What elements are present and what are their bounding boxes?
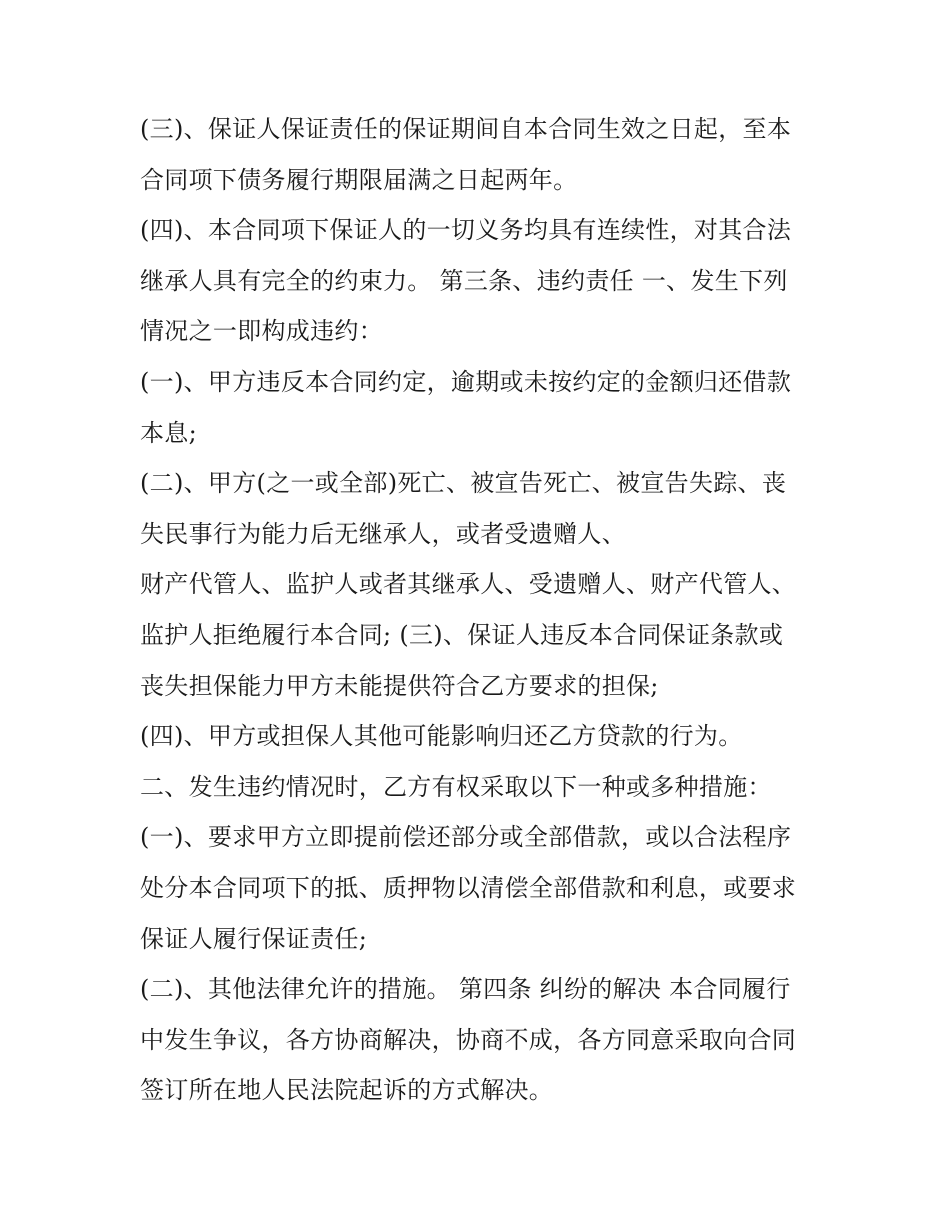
- text-line-12: 丧失担保能力甲方未能提供符合乙方要求的担保;: [140, 671, 659, 700]
- text-line-20: 签订所在地人民法院起诉的方式解决。: [140, 1076, 554, 1105]
- text-line-9: 失民事行为能力后无继承人，或者受遗赠人、: [140, 519, 626, 548]
- text-line-1: (三)、保证人保证责任的保证期间自本合同生效之日起，至本: [140, 115, 792, 143]
- text-line-8: (二)、甲方(之一或全部)死亡、被宣告死亡、被宣告失踪、丧: [140, 469, 787, 498]
- text-line-6: (一)、甲方违反本合同约定，逾期或未按约定的金额归还借款: [140, 367, 792, 396]
- text-line-17: 保证人履行保证责任;: [140, 924, 368, 953]
- text-line-18: (二)、其他法律允许的措施。 第四条 纠纷的解决 本合同履行: [140, 975, 791, 1004]
- document-body: [140, 104, 830, 1116]
- text-line-7: 本息;: [140, 418, 197, 447]
- text-line-10: 财产代管人、监护人或者其继承人、受遗赠人、财产代管人、: [140, 570, 797, 599]
- text-line-2: 合同项下债务履行期限届满之日起两年。: [140, 165, 578, 194]
- text-line-4: 继承人具有完全的约束力。 第三条、违约责任 一、发生下列: [140, 266, 788, 295]
- text-line-13: (四)、甲方或担保人其他可能影响归还乙方贷款的行为。: [140, 722, 743, 751]
- text-line-19: 中发生争议，各方协商解决，协商不成，各方同意采取向合同: [140, 1025, 797, 1054]
- text-line-15: (一)、要求甲方立即提前偿还部分或全部借款，或以合法程序: [140, 823, 792, 852]
- text-line-14: 二、发生违约情况时，乙方有权采取以下一种或多种措施：: [140, 772, 772, 801]
- text-line-5: 情况之一即构成违约：: [140, 317, 383, 346]
- text-line-16: 处分本合同项下的抵、质押物以清偿全部借款和利息，或要求: [140, 873, 797, 902]
- text-line-3: (四)、本合同项下保证人的一切义务均具有连续性，对其合法: [140, 216, 792, 245]
- text-line-11: 监护人拒绝履行本合同; (三)、保证人违反本合同保证条款或: [140, 620, 784, 649]
